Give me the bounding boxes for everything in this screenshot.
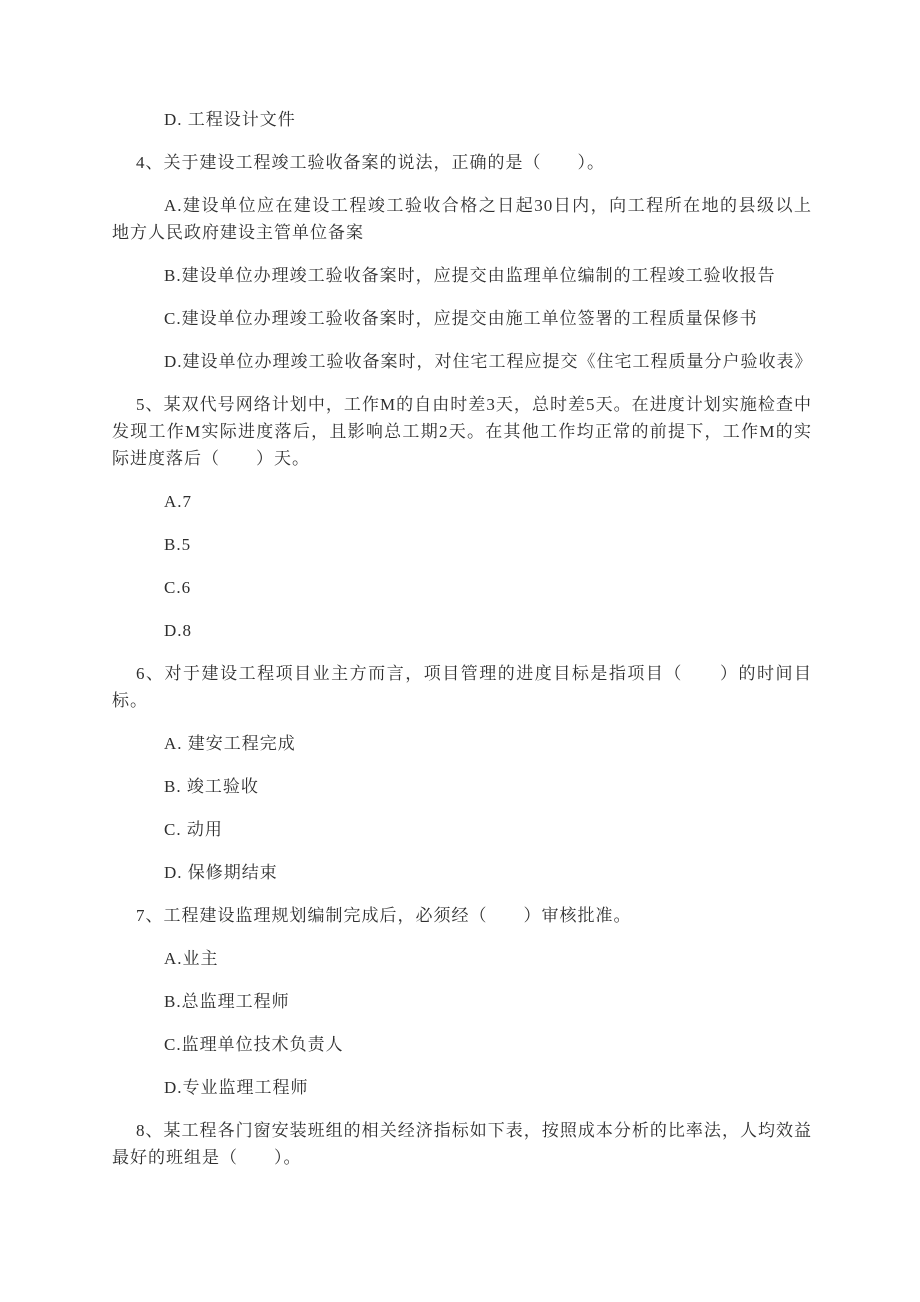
question-3-option-d: D. 工程设计文件: [164, 110, 296, 129]
question-8-stem: 8、某工程各门窗安装班组的相关经济指标如下表，按照成本分析的比率法，人均效益最好的班组是（ ）。: [112, 1121, 812, 1167]
question-5-option-b: B.5: [164, 535, 192, 554]
question-7-stem: 7、工程建设监理规划编制完成后，必须经（ ）审核批准。: [136, 906, 632, 925]
question-4-option-c: C.建设单位办理竣工验收备案时，应提交由施工单位签署的工程质量保修书: [164, 309, 758, 328]
question-5-option-c: C.6: [164, 578, 192, 597]
question-4-option-b: B.建设单位办理竣工验收备案时，应提交由监理单位编制的工程竣工验收报告: [164, 266, 776, 285]
question-5-option-a: A.7: [164, 492, 193, 511]
question-4-option-d: D.建设单位办理竣工验收备案时，对住宅工程应提交《住宅工程质量分户验收表》: [164, 352, 813, 371]
question-7-option-a: A.业主: [164, 949, 219, 968]
question-6-option-b: B. 竣工验收: [164, 777, 259, 796]
question-7-option-b: B.总监理工程师: [164, 992, 290, 1011]
question-5-option-d: D.8: [164, 621, 193, 640]
question-6-option-d: D. 保修期结束: [164, 863, 278, 882]
question-7-option-d: D.专业监理工程师: [164, 1078, 309, 1097]
question-6-stem: 6、对于建设工程项目业主方而言，项目管理的进度目标是指项目（ ）的时间目标。: [112, 664, 812, 710]
question-5-stem: 5、某双代号网络计划中，工作M的自由时差3天，总时差5天。在进度计划实施检查中发现工作M实际进度落后，且影响总工期2天。在其他工作均正常的前提下，工作M的实际进度落后（ ）天。: [112, 395, 812, 468]
question-6-option-a: A. 建安工程完成: [164, 734, 296, 753]
question-7-option-c: C.监理单位技术负责人: [164, 1035, 344, 1054]
question-4-stem: 4、关于建设工程竣工验收备案的说法，正确的是（ ）。: [136, 153, 605, 172]
question-4-option-a: A.建设单位应在建设工程竣工验收合格之日起30日内，向工程所在地的县级以上地方人民政府建设主管单位备案: [112, 196, 812, 242]
question-6-option-c: C. 动用: [164, 820, 223, 839]
